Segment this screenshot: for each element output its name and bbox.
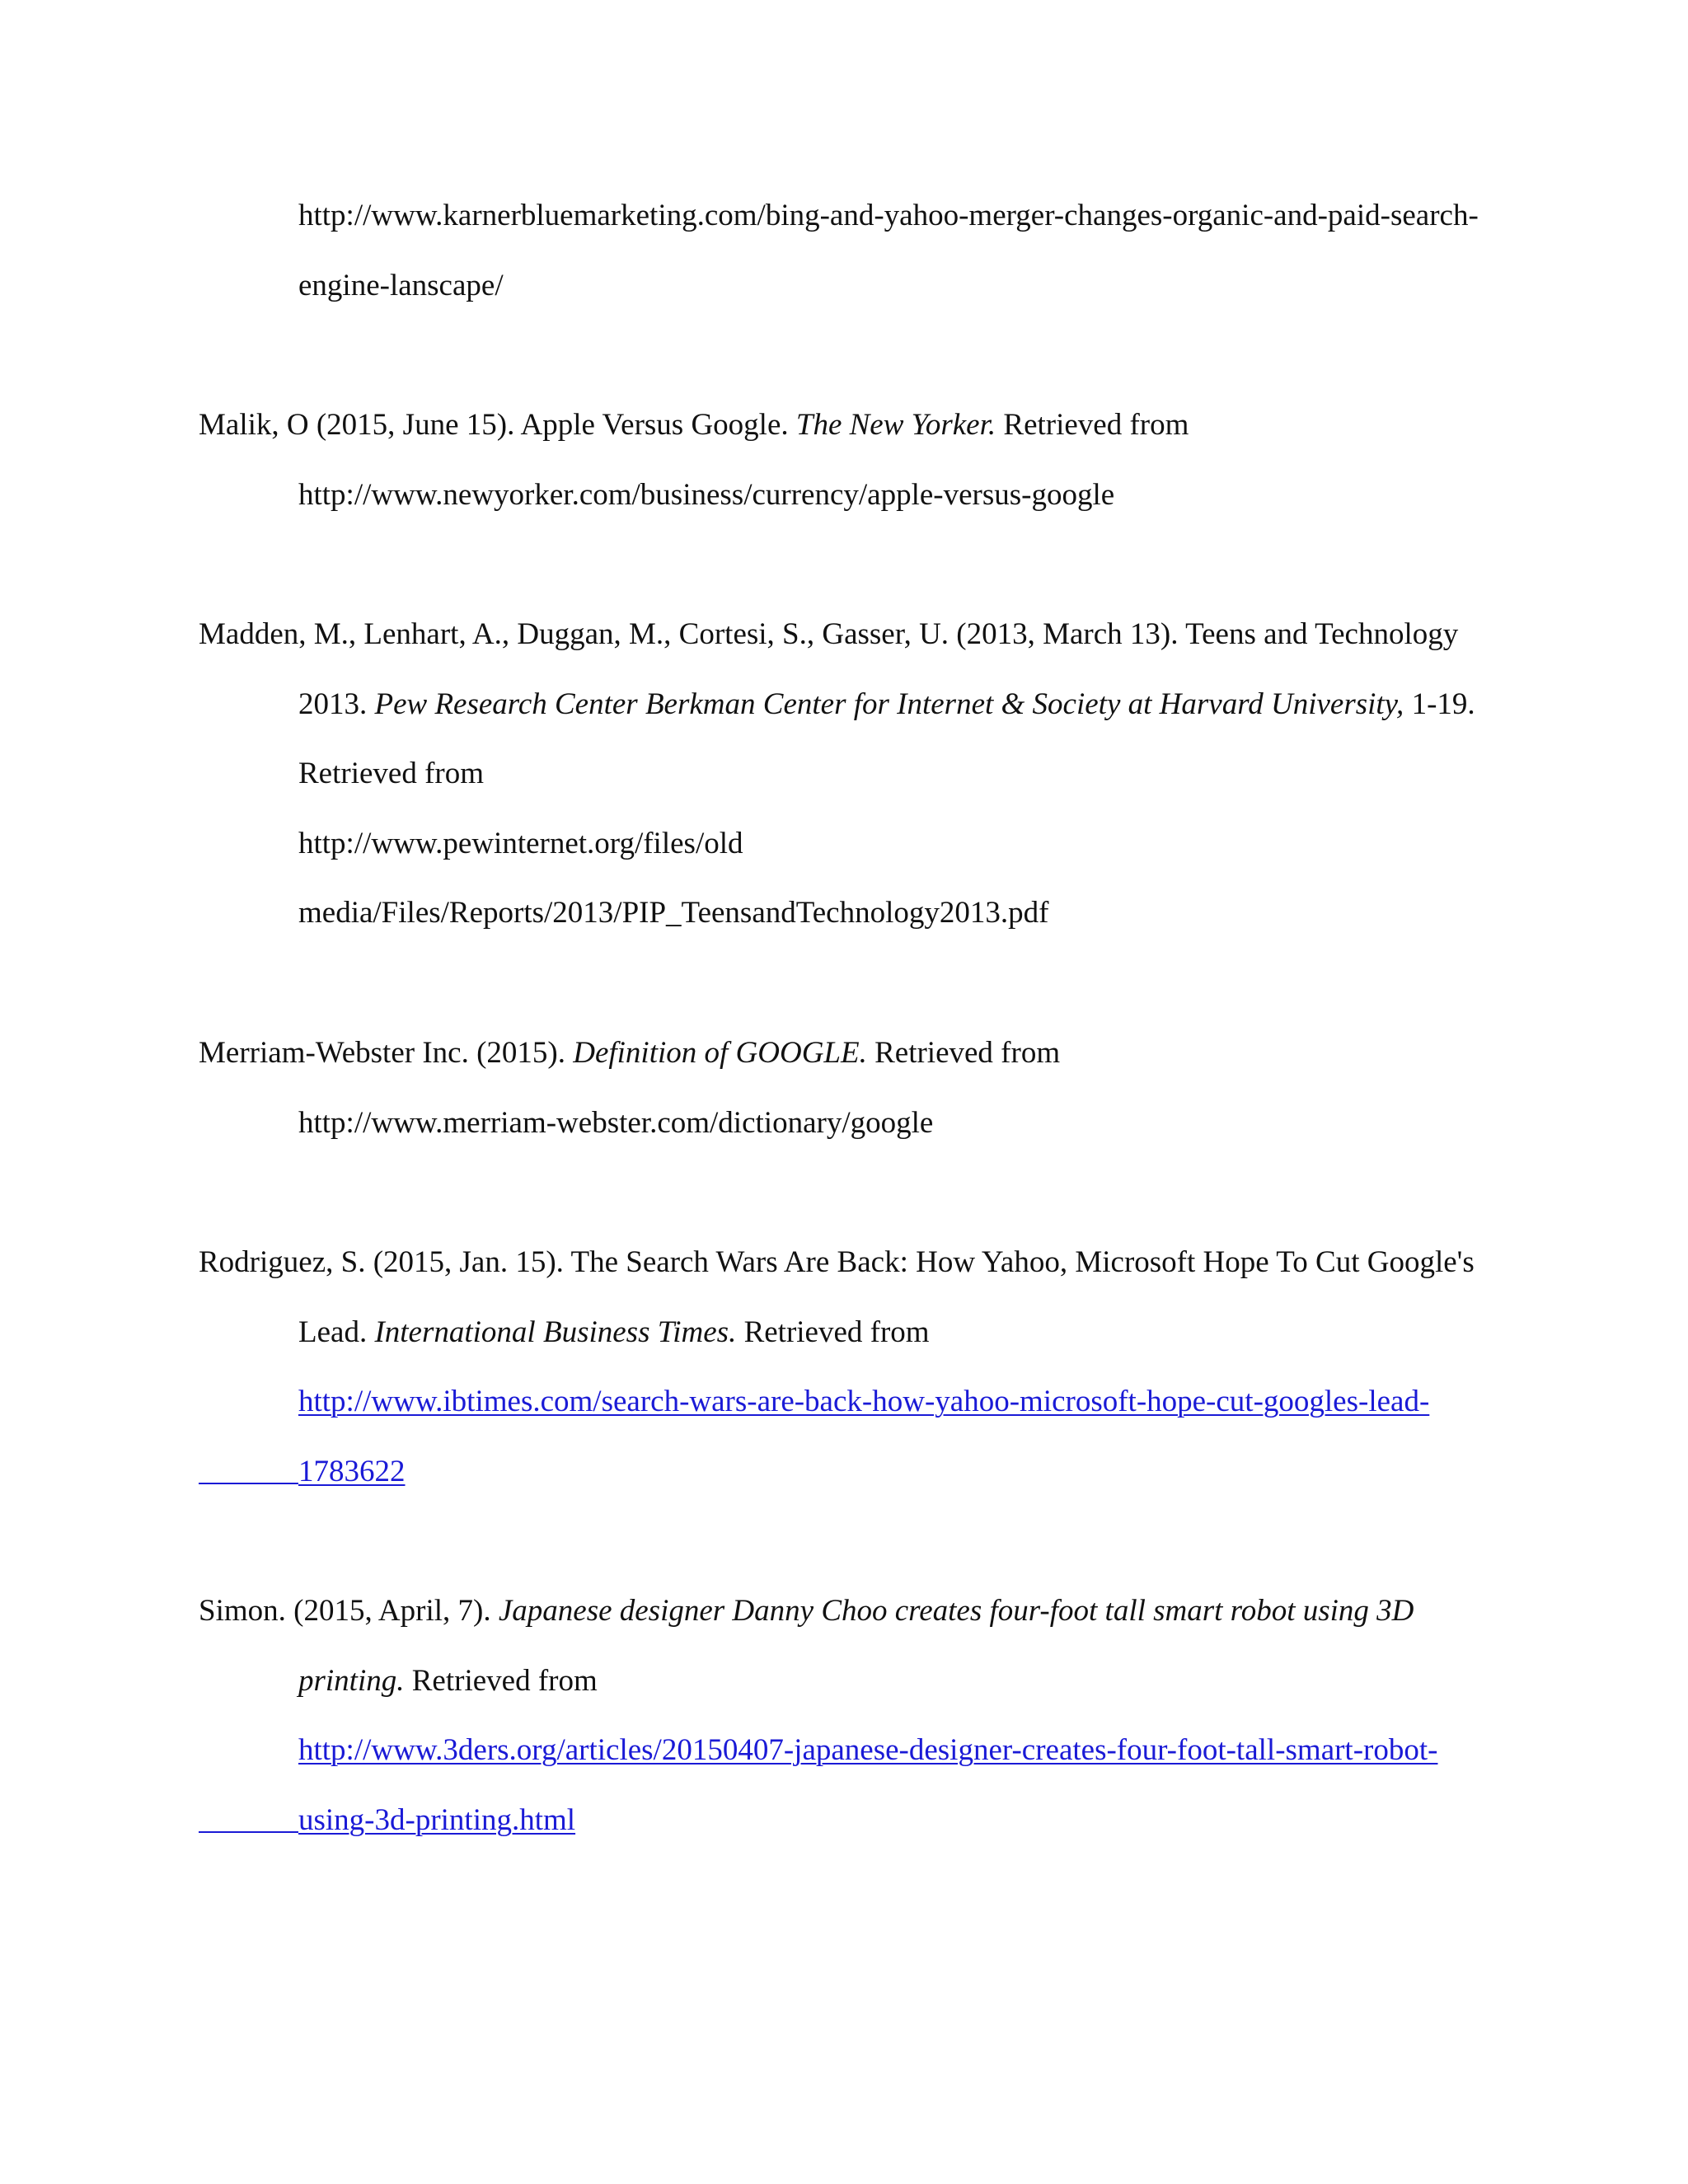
simon-title: Japanese designer Danny Choo creates four-foot tall smart robot using 3D xyxy=(498,1594,1414,1628)
madden-source: Pew Research Center Berkman Center for Internet & Society at Harvard University, xyxy=(374,687,1404,721)
reference-malik xyxy=(199,410,1189,440)
rodriguez-source: International Business Times. xyxy=(374,1315,737,1349)
rodriguez-link[interactable]: http://www.ibtimes.com/search-wars-are-back-how-yahoo-microsoft-hope-cut-googles-lead- xyxy=(298,1385,1430,1418)
simon-link-line-1[interactable] xyxy=(298,1735,1437,1765)
madden-url-line-1: http://www.pewinternet.org/files/old xyxy=(298,827,743,860)
karner-url-line-2: engine-lanscape/ xyxy=(298,269,504,302)
karner-url-line-1: http://www.karnerbluemarketing.com/bing-and-yahoo-merger-changes-organic-and-paid-search- xyxy=(298,199,1479,232)
rodriguez-link-line-2[interactable] xyxy=(199,1456,406,1487)
link-tab-underline xyxy=(199,1482,298,1484)
malik-prefix: Malik, O (2015, June 15). Apple Versus Google. xyxy=(199,408,796,442)
malik-source: The New Yorker. xyxy=(795,408,996,442)
malik-suffix: Retrieved from xyxy=(996,408,1189,442)
merriam-url: http://www.merriam-webster.com/dictionary/google xyxy=(298,1106,934,1140)
madden-url-line-2: media/Files/Reports/2013/PIP_TeensandTechnology2013.pdf xyxy=(298,896,1049,930)
simon-link-continued[interactable]: using-3d-printing.html xyxy=(298,1803,576,1837)
reference-simon-line-2 xyxy=(298,1666,598,1696)
simon-suffix: Retrieved from xyxy=(404,1664,598,1698)
link-tab-underline xyxy=(199,1830,298,1833)
reference-madden-line-2 xyxy=(298,689,1475,719)
rodriguez-link-continued[interactable]: 1783622 xyxy=(298,1455,406,1488)
merriam-prefix: Merriam-Webster Inc. (2015). xyxy=(199,1036,574,1070)
merriam-suffix: Retrieved from xyxy=(866,1036,1061,1070)
malik-url: http://www.newyorker.com/business/currency/apple-versus-google xyxy=(298,478,1115,512)
reference-rodriguez-line-2 xyxy=(298,1317,930,1347)
madden-year: 2013. xyxy=(298,687,375,721)
reference-merriam xyxy=(199,1038,1060,1068)
rodriguez-lead: Lead. xyxy=(298,1315,375,1349)
madden-retrieved: Retrieved from xyxy=(298,757,484,790)
simon-title-continued: printing. xyxy=(298,1664,405,1698)
reference-simon-line-1 xyxy=(199,1596,1414,1626)
merriam-title: Definition of GOOGLE. xyxy=(573,1036,867,1070)
simon-link-line-2[interactable] xyxy=(199,1805,575,1835)
reference-rodriguez-line-1: Rodriguez, S. (2015, Jan. 15). The Search Wars Are Back: How Yahoo, Microsoft Hope To Cut Google's xyxy=(199,1245,1475,1279)
madden-pages: 1-19. xyxy=(1404,687,1475,721)
reference-madden-line-1: Madden, M., Lenhart, A., Duggan, M., Cortesi, S., Gasser, U. (2013, March 13). Teens and Technology xyxy=(199,617,1459,651)
rodriguez-suffix: Retrieved from xyxy=(736,1315,930,1349)
simon-prefix: Simon. (2015, April, 7). xyxy=(199,1594,499,1628)
rodriguez-link-line-1[interactable] xyxy=(298,1386,1429,1417)
simon-link[interactable]: http://www.3ders.org/articles/20150407-japanese-designer-creates-four-foot-tall-smart-robot- xyxy=(298,1733,1438,1767)
